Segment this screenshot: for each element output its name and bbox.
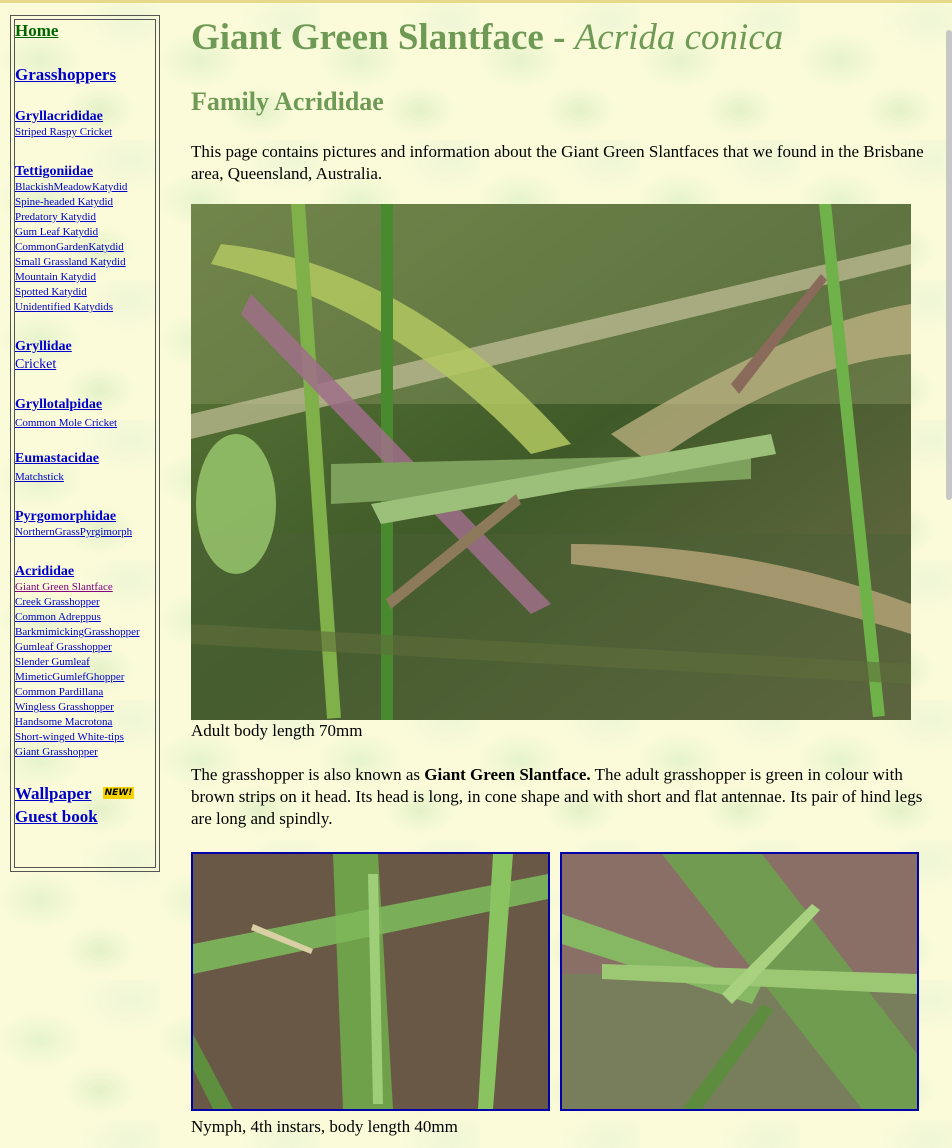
desc-text-2: The adult grasshopper is green in colour with brown strips on it head. Its head is long, in cone shape and with short and flat antennae. Its pair of hind legs are long and spindly. xyxy=(191,765,923,828)
new-badge: NEW! xyxy=(104,788,133,798)
nav-item-link[interactable]: Common Pardillana xyxy=(15,686,104,698)
adult-photo-image xyxy=(191,204,911,720)
nymph-photo-2-image xyxy=(562,854,917,1109)
nav-item-link[interactable]: Unidentified Katydids xyxy=(15,301,114,313)
nav-item-link[interactable]: Striped Raspy Cricket xyxy=(15,126,113,138)
nav-home-link[interactable]: Home xyxy=(15,21,59,40)
nav-family-gryllacrididae[interactable]: Gryllacrididae xyxy=(15,109,103,124)
nav-grasshoppers-link[interactable]: Grasshoppers xyxy=(15,65,117,84)
nav-family-gryllotalpidae[interactable]: Gryllotalpidae xyxy=(15,397,103,412)
nav-list-acrididae xyxy=(15,580,140,760)
nymph-photo-1[interactable] xyxy=(191,852,550,1111)
nav-item-link[interactable]: Spotted Katydid xyxy=(15,286,87,298)
top-border xyxy=(0,0,952,3)
nymph-photo-1-image xyxy=(193,854,548,1109)
nav-guestbook-link[interactable]: Guest book xyxy=(15,807,98,826)
nav-item-link[interactable]: Spine-headed Katydid xyxy=(15,196,114,208)
nav-item-link[interactable]: BlackishMeadowKatydid xyxy=(15,181,128,193)
nav-wallpaper-link[interactable]: Wallpaper xyxy=(15,784,92,803)
desc-text-1: The grasshopper is also known as xyxy=(191,765,425,784)
nav-item-link[interactable]: Gumleaf Grasshopper xyxy=(15,641,112,653)
nav-item-link[interactable]: Common Adreppus xyxy=(15,611,101,623)
nav-list-gryllotalpidae xyxy=(15,416,117,431)
nymph-photo-2[interactable] xyxy=(560,852,919,1111)
nav-list-pyrgomorphidae xyxy=(15,525,132,540)
nav-item-link[interactable]: Handsome Macrotona xyxy=(15,716,113,728)
nav-list-tettigoniidae xyxy=(15,180,127,315)
nav-item-link[interactable]: Small Grassland Katydid xyxy=(15,256,126,268)
nav-item-link[interactable]: Short-winged White-tips xyxy=(15,731,124,743)
description-paragraph xyxy=(191,764,926,830)
nav-item-link[interactable]: Wingless Grasshopper xyxy=(15,701,114,713)
nymph-photo-caption: Nymph, 4th instars, body length 40mm xyxy=(191,1117,458,1136)
family-heading: Family Acrididae xyxy=(191,87,384,116)
title-scientific-name: Acrida conica xyxy=(574,17,784,58)
nav-family-gryllidae[interactable]: Gryllidae xyxy=(15,339,72,354)
nav-item-link[interactable]: NorthernGrassPyrgimorph xyxy=(15,526,133,538)
nav-item-link[interactable]: Common Mole Cricket xyxy=(15,417,118,429)
scrollbar-thumb[interactable] xyxy=(946,30,952,500)
nav-item-link[interactable]: Mountain Katydid xyxy=(15,271,96,283)
nav-item-cricket[interactable]: Cricket xyxy=(15,357,57,372)
nav-item-link[interactable]: MimeticGumlefGhopper xyxy=(15,671,125,683)
page-title xyxy=(191,16,783,60)
nav-family-eumastacidae[interactable]: Eumastacidae xyxy=(15,451,99,466)
nav-item-link[interactable]: CommonGardenKatydid xyxy=(15,241,124,253)
nav-item-link[interactable]: BarkmimickingGrasshopper xyxy=(15,626,140,638)
nav-family-acrididae[interactable]: Acrididae xyxy=(15,564,75,579)
nav-item-link[interactable]: Gum Leaf Katydid xyxy=(15,226,99,238)
nav-item-link[interactable]: Creek Grasshopper xyxy=(15,596,100,608)
nav-list-gryllacrididae xyxy=(15,125,112,140)
nav-item-link[interactable]: Matchstick xyxy=(15,471,64,483)
nav-item-link-current[interactable]: Giant Green Slantface xyxy=(15,581,113,593)
nav-item-link[interactable]: Predatory Katydid xyxy=(15,211,96,223)
desc-bold-name: Giant Green Slantface. xyxy=(424,765,591,784)
nav-family-tettigoniidae[interactable]: Tettigoniidae xyxy=(15,164,94,179)
nav-list-eumastacidae xyxy=(15,470,64,485)
intro-paragraph: This page contains pictures and information about the Giant Green Slantfaces that we found in the Brisbane area, Queensland, Australia. xyxy=(191,142,924,183)
adult-grasshopper-photo xyxy=(191,204,911,720)
title-common-name: Giant Green Slantface - xyxy=(191,17,575,58)
nav-item-link[interactable]: Slender Gumleaf xyxy=(15,656,90,668)
nav-family-pyrgomorphidae[interactable]: Pyrgomorphidae xyxy=(15,509,117,524)
nav-item-link[interactable]: Giant Grasshopper xyxy=(15,746,98,758)
adult-photo-caption: Adult body length 70mm xyxy=(191,721,363,740)
